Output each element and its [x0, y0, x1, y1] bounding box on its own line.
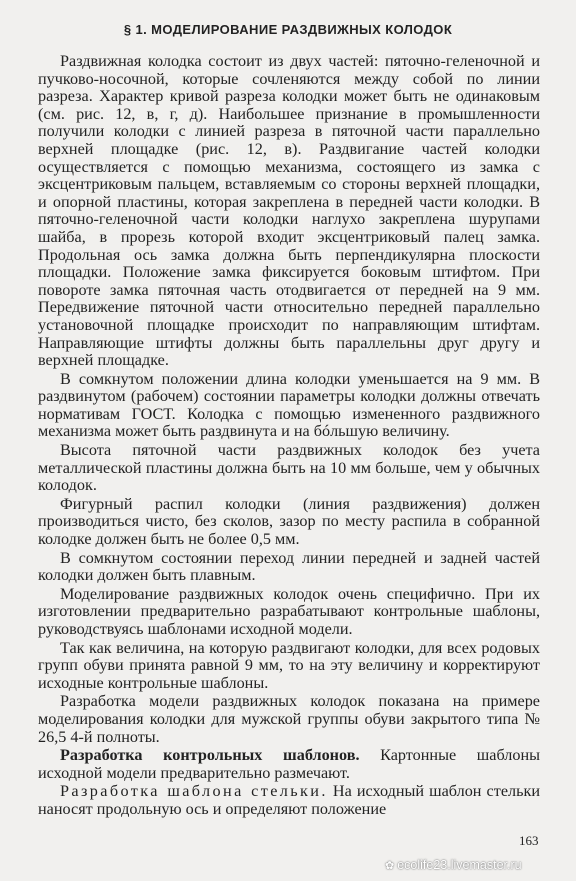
- paragraph-text: На исходный шаблон стельки наносят продольную ось и определяют положение: [38, 782, 540, 818]
- paragraph-text: Картонные шаблоны исходной модели предварительно размечают.: [38, 746, 541, 782]
- page-number: 163: [519, 833, 539, 848]
- paragraph-control-templates: [38, 747, 540, 782]
- paragraph-example: Разработка модели раздвижных колодок показана на примере моделирования колодки для мужской группы обуви закрытого типа № 26,5 4-й полноты.: [38, 692, 540, 746]
- body-text: [38, 53, 540, 819]
- run-in-heading: Разработка контрольных шаблонов.: [60, 746, 360, 765]
- flower-icon: ✿: [385, 859, 395, 872]
- run-in-heading-spaced: Разработка шаблона стельки.: [60, 782, 328, 801]
- paragraph-closed-transition: В сомкнутом состоянии переход линии передней и задней частей колодки должен быть плавным.: [38, 548, 540, 585]
- paragraph-cut-line: Фигурный распил колодки (линия раздвижения) должен производиться чисто, без сколов, зазор по месту распила в собранной колодке должен быть не более 0,5 мм.: [38, 494, 540, 549]
- paragraph-modeling: Моделирование раздвижных колодок очень специфично. При их изготовлении предварительно разрабатывают контрольные шаблоны, руководствуясь шаблонами исходной модели.: [38, 584, 540, 638]
- paragraph-correction: Так как величина, на которую раздвигают колодки, для всех родовых групп обуви принята равной 9 мм, то на эту величину и корректируют исходные контрольные шаблоны.: [38, 638, 540, 692]
- paragraph-mechanism: Раздвижная колодка состоит из двух частей: пяточно-геленочной и пучково-носочной, которые сочленяются между собой по линии разреза. Характер кривой разреза колодки может быть не одинаковым (см. рис. 12, в, г, д). Наибольшее признание в промышленности получили колодки с линией разреза в пяточной части параллельно верхней площадке (рис. 12, в). Раздвигание частей колодки осуществляется с помощью механизма, состоящего из замка с эксцентриковым пальцем, вставляемым со стороны верхней площадки, и опорной пластины, которая закреплена в передней части колодки. В пяточно-геленочной части колодки наглухо закреплена шурупами шайба, в прорезь которой входит эксцентриковый палец замка. Продольная ось замка должна быть перпендикулярна плоскости площадки. Положение замка фиксируется боковым штифтом. При повороте замка пяточная часть отодвигается от передней на 9 мм. Передвижение пяточной части относительно передней параллельно установочной площадке происходит по направляющим штифтам. Направляющие штифты должны быть параллельны друг другу и верхней площадке.: [38, 52, 540, 370]
- section-heading: § 1. МОДЕЛИРОВАНИЕ РАЗДВИЖНЫХ КОЛОДОК: [123, 22, 453, 37]
- watermark-text: ecolife23.livemaster.ru: [397, 858, 522, 872]
- paragraph-insole-template: [38, 783, 540, 818]
- paragraph-closed-length: В сомкнутом положении длина колодки уменьшается на 9 мм. В раздвинутом (рабочем) состоянии параметры колодки должны отвечать нормативам ГОСТ. Колодка с помощью измененного раздвижного механизма может быть раздвинута и на бóльшую величину.: [38, 369, 540, 441]
- paragraph-heel-height: Высота пяточной части раздвижных колодок без учета металлической пластины должна быть на 10 мм больше, чем у обычных колодок.: [38, 441, 540, 495]
- watermark: [385, 858, 522, 872]
